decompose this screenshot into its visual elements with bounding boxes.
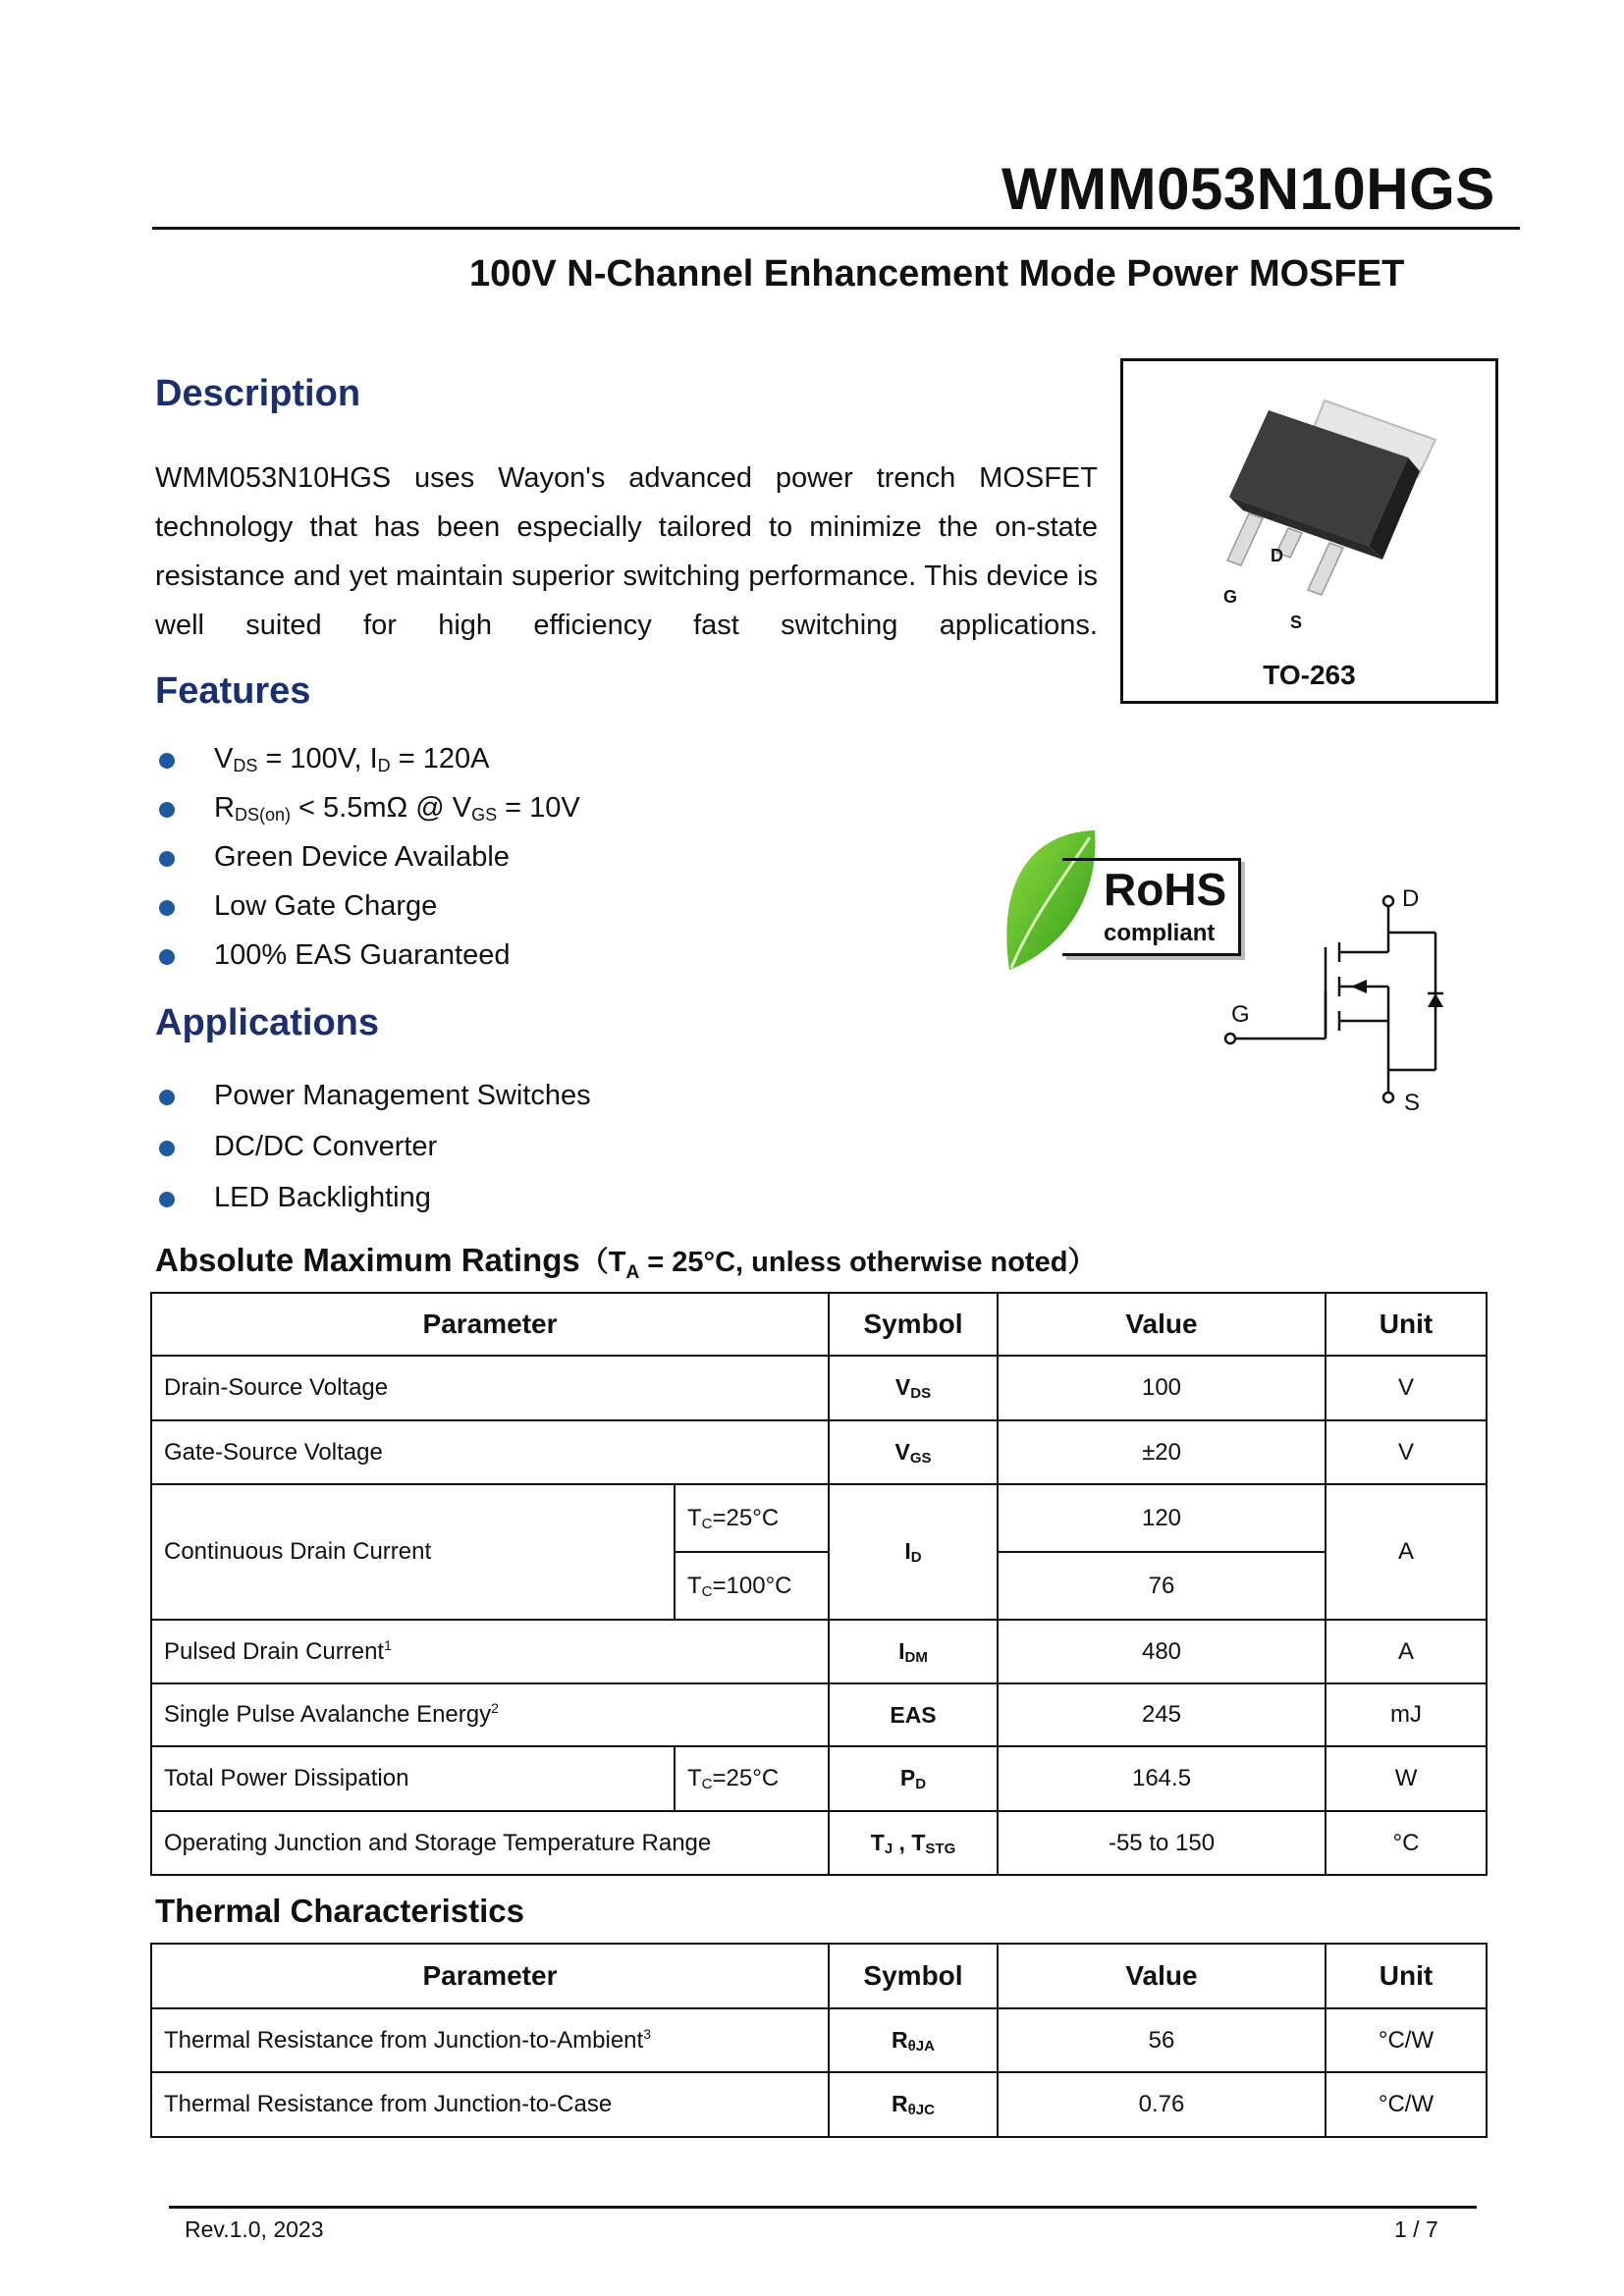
header-parameter: Parameter	[151, 1944, 829, 2008]
table-row	[151, 1683, 1487, 1746]
table-row	[151, 1620, 1487, 1683]
param-cell: Total Power Dissipation	[151, 1746, 675, 1811]
symbol-cell: $R_{\theta JA}$	[829, 2008, 998, 2072]
condition-cell: $T_C=100^\circ C$	[675, 1552, 829, 1620]
symbol-cell: $I_{DM}$	[829, 1620, 998, 1683]
header-parameter: Parameter	[151, 1293, 829, 1356]
table-row	[151, 1746, 1487, 1811]
table-row	[151, 2008, 1487, 2072]
rohs-title: RoHS	[1104, 864, 1227, 915]
pin-label-d: D	[1271, 546, 1283, 565]
bullet-icon	[159, 900, 175, 916]
symbol-cell: $V_{GS}$	[829, 1420, 998, 1484]
pin-label-g: G	[1223, 587, 1238, 607]
condition-cell: $T_C=25^\circ C$	[675, 1484, 829, 1552]
param-cell: Continuous Drain Current	[151, 1484, 675, 1620]
schematic-label-s: S	[1404, 1090, 1421, 1116]
bullet-icon	[159, 949, 175, 965]
page-subtitle: 100V N-Channel Enhancement Mode Power MOSFET	[469, 253, 1405, 294]
value-cell: -55 to 150	[998, 1811, 1326, 1875]
value-cell: 100	[998, 1356, 1326, 1420]
param-cell: Pulsed Drain Current$^1$	[151, 1620, 829, 1683]
schematic-label-g: G	[1231, 1001, 1250, 1028]
unit-cell: mJ	[1326, 1683, 1487, 1746]
package-label: TO-263	[1263, 660, 1356, 690]
value-cell: ±20	[998, 1420, 1326, 1484]
table-row	[151, 1811, 1487, 1875]
bullet-icon	[159, 1141, 175, 1156]
condition-cell: $T_C=25^\circ C$	[675, 1746, 829, 1811]
symbol-cell: $T_J$ , $T_{STG}$	[829, 1811, 998, 1875]
header-value: Value	[998, 1944, 1326, 2008]
unit-cell: A	[1326, 1620, 1487, 1683]
applications-heading: Applications	[155, 1002, 380, 1043]
footer-page-number: 1 / 7	[1394, 2216, 1438, 2242]
description-text: WMM053N10HGS uses Wayon's advanced power trench MOSFET technology that has been especially tailored to minimize the on-state resistance and yet maintain superior switching performance. This device is well suited for high efficiency fast switching applications.	[155, 462, 1098, 641]
header-value: Value	[998, 1293, 1326, 1356]
rohs-badge	[992, 823, 1247, 980]
unit-cell: V	[1326, 1356, 1487, 1420]
value-cell: 76	[998, 1552, 1326, 1620]
thermal-table	[150, 1943, 1488, 2138]
value-cell: 245	[998, 1683, 1326, 1746]
unit-cell: °C/W	[1326, 2008, 1487, 2072]
param-cell: Single Pulse Avalanche Energy$^2$	[151, 1683, 829, 1746]
value-cell: 120	[998, 1484, 1326, 1552]
bullet-icon	[159, 753, 175, 769]
value-cell: 480	[998, 1620, 1326, 1683]
bullet-icon	[159, 1090, 175, 1105]
symbol-cell: $R_{\theta JC}$	[829, 2072, 998, 2137]
unit-cell: °C	[1326, 1811, 1487, 1875]
mosfet-schematic-icon	[1218, 883, 1453, 1119]
table-row	[151, 1484, 1487, 1552]
table-row	[151, 1420, 1487, 1484]
to263-package-icon	[1123, 361, 1496, 656]
header-symbol: Symbol	[829, 1944, 998, 2008]
value-cell: 0.76	[998, 2072, 1326, 2137]
symbol-cell: EAS	[829, 1683, 998, 1746]
abs-max-heading: Absolute Maximum $Ratings(T_A = 25^\circ C$, unless otherwise noted）	[155, 1242, 1097, 1283]
schematic-label-d: D	[1402, 885, 1420, 912]
table-row	[151, 2072, 1487, 2137]
value-cell: 164.5	[998, 1746, 1326, 1811]
param-cell: Thermal Resistance from Junction-to-Ambient$^3$	[151, 2008, 829, 2072]
bullet-icon	[159, 851, 175, 867]
package-image-box	[1120, 358, 1498, 704]
unit-cell: V	[1326, 1420, 1487, 1484]
unit-cell: W	[1326, 1746, 1487, 1811]
table-row	[151, 1356, 1487, 1420]
bullet-icon	[159, 1192, 175, 1207]
unit-cell: °C/W	[1326, 2072, 1487, 2137]
description-heading: Description	[155, 373, 361, 414]
value-cell: 56	[998, 2008, 1326, 2072]
footer-revision: Rev.1.0, 2023	[185, 2216, 324, 2242]
param-cell: Operating Junction and Storage Temperature Range	[151, 1811, 829, 1875]
abs-max-table	[150, 1292, 1488, 1876]
symbol-cell: $P_D$	[829, 1746, 998, 1811]
features-heading: Features	[155, 670, 311, 712]
symbol-cell: $V_{DS}$	[829, 1356, 998, 1420]
bullet-icon	[159, 802, 175, 818]
title-divider	[152, 227, 1520, 230]
part-number-title: WMM053N10HGS	[1001, 156, 1495, 222]
param-cell: Drain-Source Voltage	[151, 1356, 829, 1420]
param-cell: Gate-Source Voltage	[151, 1420, 829, 1484]
rohs-box	[1062, 858, 1241, 956]
header-unit: Unit	[1326, 1293, 1487, 1356]
rohs-subtitle: compliant	[1104, 920, 1216, 946]
header-unit: Unit	[1326, 1944, 1487, 2008]
param-cell: Thermal Resistance from Junction-to-Case	[151, 2072, 829, 2137]
footer-divider	[169, 2206, 1477, 2209]
header-symbol: Symbol	[829, 1293, 998, 1356]
symbol-cell: $I_D$	[829, 1484, 998, 1620]
unit-cell: A	[1326, 1484, 1487, 1620]
thermal-heading: Thermal Characteristics	[155, 1893, 525, 1929]
pin-label-s: S	[1290, 613, 1303, 632]
